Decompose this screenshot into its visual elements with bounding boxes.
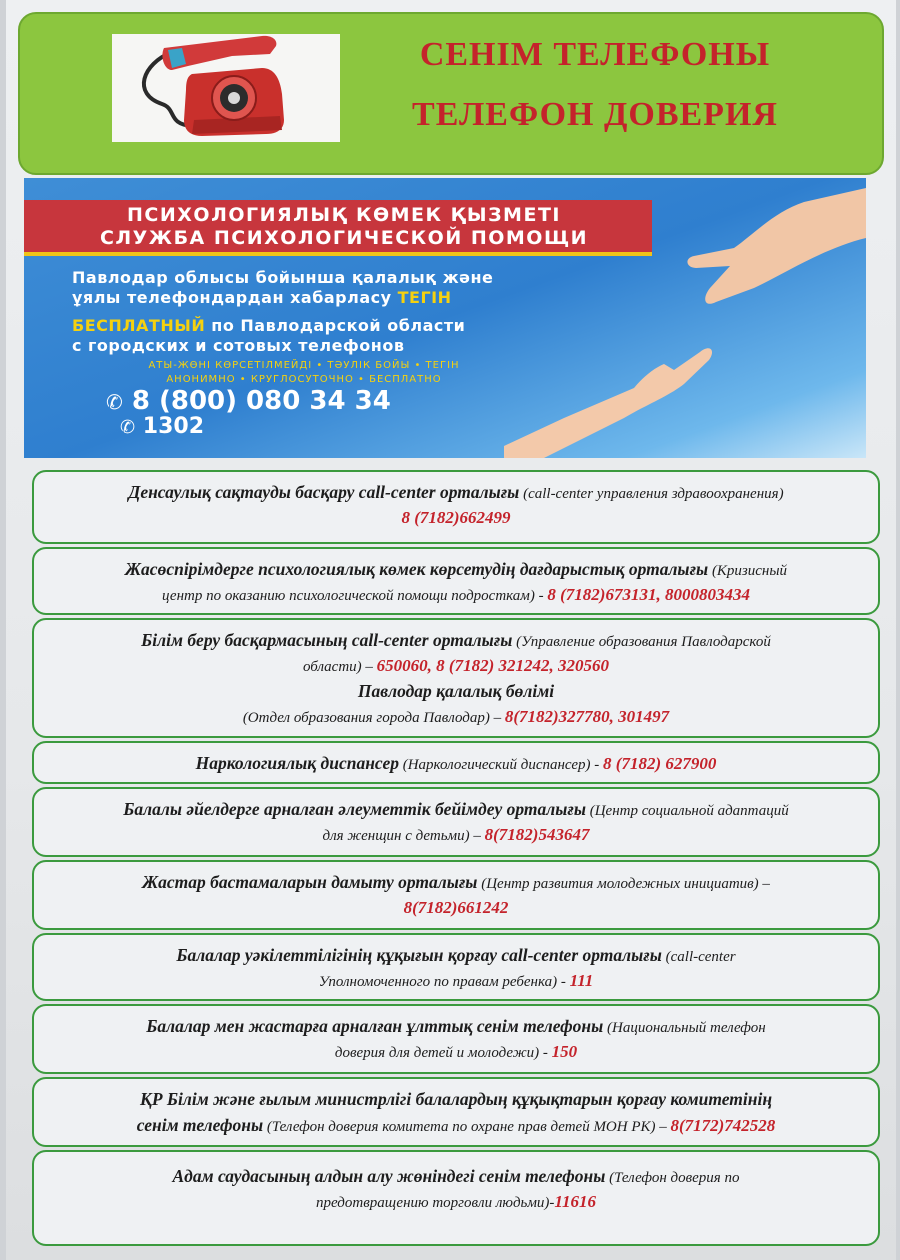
contact-box: Денсаулық сақтауды басқару call-center орталығы (call-center управления здравоохранения) 8 (7182)662499 bbox=[32, 470, 880, 544]
telephone-icon bbox=[112, 34, 340, 142]
contact-box: Жастар бастамаларын дамыту орталығы (Центр развития молодежных инициатив) – 8(7182)661242 bbox=[32, 860, 880, 930]
phone-number: 150 bbox=[551, 1042, 578, 1061]
contact-box: Балалы әйелдерге арналған әлеуметтік бейімдеу орталығы (Центр социальной адаптаций для женщин с детьми) – 8(7182)543647 bbox=[32, 787, 880, 857]
banner-kz-line2: ұялы телефондардан хабарласу ТЕГІН bbox=[72, 288, 452, 307]
contact-box: Балалар уәкілеттілігінің құқығын қорғау call-center орталығы (call-center Уполномоченного по правам ребенка) - 111 bbox=[32, 933, 880, 1001]
contact-box: ҚР Білім және ғылым министрлігі балалардың құқықтарын қорғау комитетінің сенім телефоны (Телефон доверия комитета по охране прав детей МОН РК) – 8(7172)742528 bbox=[32, 1077, 880, 1147]
free-kz: ТЕГІН bbox=[397, 288, 452, 307]
contact-box: Адам саудасының алдын алу жөніндегі сенім телефоны (Телефон доверия по предотвращению торговли людьми)-11616 bbox=[32, 1150, 880, 1246]
phone-number: 8 (7182)673131, 8000803434 bbox=[547, 585, 750, 604]
helpline-banner bbox=[24, 178, 866, 458]
contact-box: Жасөспірімдерге психологиялық көмек көрсетудің дағдарыстық орталығы (Кризисный центр по оказанию психологической помощи подросткам) - 8 (7182)673131, 8000803434 bbox=[32, 547, 880, 615]
phone-number: 8 (7182)662499 bbox=[401, 508, 511, 527]
phone-number: 8(7182)661242 bbox=[403, 898, 509, 917]
phone-number: 111 bbox=[569, 971, 594, 990]
contact-box: Білім беру басқармасының call-center орталығы (Управление образования Павлодарской области) – 650060, 8 (7182) 321242, 320560 Павлодар қалалық бөлімі (Отдел образования города Павлодар) – 8(7182)327780, 301497 bbox=[32, 618, 880, 738]
phone-number: 8(7182)543647 bbox=[484, 825, 590, 844]
contact-box: Балалар мен жастарға арналған ұлттық сенім телефоны (Национальный телефон доверия для детей и молодежи) - 150 bbox=[32, 1004, 880, 1074]
poster bbox=[6, 0, 896, 1260]
header bbox=[18, 12, 884, 175]
phone-number: 11616 bbox=[554, 1192, 596, 1211]
banner-small-kz: АТЫ-ЖӨНІ КӨРСЕТІЛМЕЙДІ • ТӘУЛІК БОЙЫ • ТЕГІН bbox=[148, 360, 460, 371]
service-ribbon bbox=[24, 200, 652, 256]
banner-ru-line1: БЕСПЛАТНЫЙ по Павлодарской области bbox=[72, 316, 466, 335]
title-kz: СЕНІМ ТЕЛЕФОНЫ bbox=[419, 36, 771, 73]
phone-number: 8 (7182) 627900 bbox=[603, 754, 717, 773]
short-phone: ✆ 1302 bbox=[120, 414, 204, 439]
phone-number: 8(7172)742528 bbox=[670, 1116, 776, 1135]
phone-icon: ✆ bbox=[120, 417, 136, 438]
ribbon-kz: ПСИХОЛОГИЯЛЫҚ КӨМЕК ҚЫЗМЕТІ bbox=[127, 204, 561, 226]
ribbon-ru: СЛУЖБА ПСИХОЛОГИЧЕСКОЙ ПОМОЩИ bbox=[99, 227, 589, 249]
banner-ru-line2: с городских и сотовых телефонов bbox=[72, 336, 405, 355]
banner-kz-line1: Павлодар облысы бойынша қалалық және bbox=[72, 268, 494, 287]
phone-number: 8(7182)327780, 301497 bbox=[504, 707, 670, 726]
title-ru: ТЕЛЕФОН ДОВЕРИЯ bbox=[412, 96, 778, 133]
phone-icon: ✆ bbox=[106, 390, 123, 414]
banner-small-ru: АНОНИМНО • КРУГЛОСУТОЧНО • БЕСПЛАТНО bbox=[166, 374, 442, 385]
main-phone: ✆ 8 (800) 080 34 34 bbox=[106, 386, 391, 416]
contact-box: Наркологиялық диспансер (Наркологический диспансер) - 8 (7182) 627900 bbox=[32, 741, 880, 784]
phone-number: 650060, 8 (7182) 321242, 320560 bbox=[376, 656, 609, 675]
free-ru: БЕСПЛАТНЫЙ bbox=[72, 316, 206, 335]
telephone-image bbox=[112, 34, 340, 142]
